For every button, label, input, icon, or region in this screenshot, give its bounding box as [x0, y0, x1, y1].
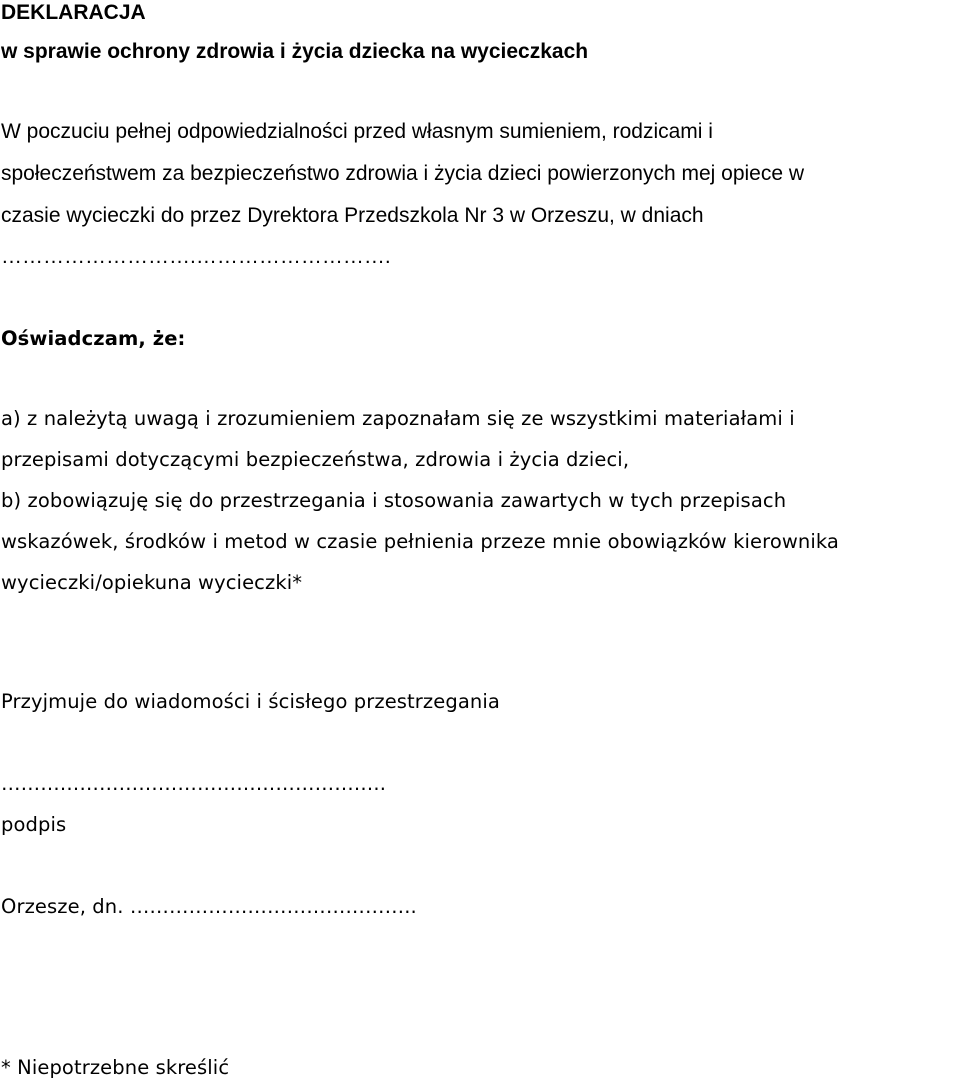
footnote: * Niepotrzebne skreślić	[1, 1056, 230, 1079]
declaration-heading: Oświadczam, że:	[1, 327, 186, 350]
document-title: DEKLARACJA	[1, 1, 146, 24]
intro-line-3: czasie wycieczki do przez Dyrektora Przedszkola Nr 3 w Orzeszu, w dniach	[1, 204, 704, 227]
place-date: Orzesze, dn. ……………………………………..	[1, 895, 417, 918]
point-b-line-3: wycieczki/opiekuna wycieczki*	[1, 571, 303, 594]
document-subtitle: w sprawie ochrony zdrowia i życia dziecka na wycieczkach	[1, 40, 589, 63]
signature-line: …………………………………………………..	[1, 772, 386, 795]
point-a-line-1: a) z należytą uwagą i zrozumieniem zapoznałam się ze wszystkimi materiałami i	[1, 407, 795, 430]
point-a-line-2: przepisami dotyczącymi bezpieczeństwa, zdrowia i życia dzieci,	[1, 448, 630, 471]
signature-label: podpis	[1, 813, 67, 836]
point-b-line-1: b) zobowiązuję się do przestrzegania i stosowania zawartych w tych przepisach	[1, 489, 787, 512]
dates-placeholder: ……………………….……………………….	[1, 245, 391, 268]
intro-line-1: W poczuciu pełnej odpowiedzialności przed własnym sumieniem, rodzicami i	[1, 120, 713, 143]
acceptance-text: Przyjmuje do wiadomości i ścisłego przestrzegania	[1, 690, 500, 713]
point-b-line-2: wskazówek, środków i metod w czasie pełnienia przeze mnie obowiązków kierownika	[1, 530, 839, 553]
intro-line-2: społeczeństwem za bezpieczeństwo zdrowia i życia dzieci powierzonych mej opiece w	[1, 162, 805, 185]
